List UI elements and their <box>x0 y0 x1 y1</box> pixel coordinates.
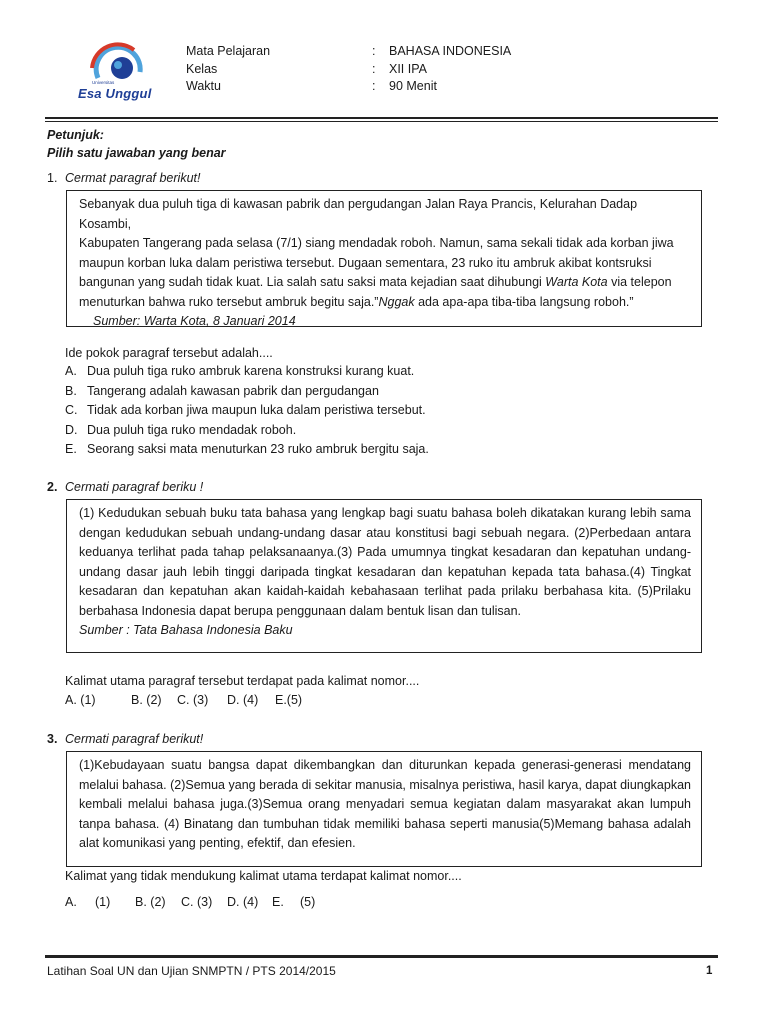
meta-colon: : <box>372 44 376 58</box>
meta-value: BAHASA INDONESIA <box>389 44 512 58</box>
option-a[interactable] <box>65 362 429 382</box>
option-text: Dua puluh tiga ruko ambruk karena konstruksi kurang kuat. <box>87 364 415 378</box>
question-2-options <box>65 693 302 707</box>
passage-text: menuturkan bahwa ruko tersebut ambruk begitu saja.” <box>79 294 379 309</box>
question-number: 1. <box>47 171 58 185</box>
logo-text: Esa Unggul <box>78 86 152 101</box>
option-d[interactable]: D. (4) <box>227 693 259 707</box>
footer-divider <box>45 955 718 958</box>
passage-line: Kabupaten Tangerang pada selasa (7/1) siang mendadak roboh. Namun, sama sekali tidak ada korban jiwa <box>79 236 674 250</box>
meta-label: Kelas <box>186 61 218 76</box>
question-1-options <box>65 362 429 460</box>
page-number: 1 <box>706 965 713 977</box>
option-d[interactable]: D. (4) <box>227 895 259 909</box>
option-letter: A. <box>65 364 77 378</box>
option-b[interactable]: B. (2) <box>131 693 162 707</box>
option-c[interactable] <box>65 401 429 421</box>
question-3-passage-box <box>66 751 702 867</box>
passage-text: (1)Kebudayaan suatu bangsa dapat dikembangkan dan diturunkan kepada generasi-generasi mendatang melalui bahasa. (2)Semua yang berada di sekitar manusia, misalnya peristiwa, hasil karya, dapat diungkapkan kembali melalui bahasa juga.(3)Semua orang menyadari semua kegiatan dalam masyarakat akan lumpuh tanpa bahasa. (4) Binatang dan tumbuhan tidak memiliki bahasa seperti manusia(5)Memang bahasa adalah alat komunikasi yang penting, efektif, dan efesien. <box>79 758 691 850</box>
passage-text: bangunan yang sudah tidak kuat. Lia salah satu saksi mata kejadian saat dihubungi <box>79 275 546 289</box>
meta-colon: : <box>372 79 376 93</box>
option-e-letter[interactable]: E. <box>272 895 284 909</box>
option-b[interactable] <box>65 382 429 402</box>
option-letter: B. <box>65 383 77 398</box>
passage-line-4 <box>79 273 691 293</box>
option-e[interactable] <box>65 440 429 460</box>
option-a-letter[interactable]: A. <box>65 895 77 909</box>
question-3-prompt: Kalimat yang tidak mendukung kalimat utama terdapat kalimat nomor.... <box>65 869 462 883</box>
passage-source: Sumber: Warta Kota, 8 Januari 2014 <box>93 314 296 328</box>
option-letter: E. <box>65 442 77 456</box>
passage-italic: Nggak <box>378 294 415 309</box>
question-number: 2. <box>47 480 58 494</box>
meta-value: 90 Menit <box>389 79 437 93</box>
passage-italic: Warta Kota <box>545 275 608 289</box>
header-divider <box>45 117 718 119</box>
passage-source: Sumber : Tata Bahasa Indonesia Baku <box>79 623 293 637</box>
option-text: Dua puluh tiga ruko mendadak roboh. <box>87 422 297 437</box>
option-d[interactable] <box>65 421 429 441</box>
option-a-value[interactable]: (1) <box>95 895 111 909</box>
question-2-passage-box <box>66 499 702 653</box>
passage-text: (1) Kedudukan sebuah buku tata bahasa yang lengkap bagi suatu bahasa boleh dikatakan kurang lebih sama dengan kedudukan sebuah undang-undang dasar atau konstitusi bagi sebuah negara. (2)Perbedaan antara keduanya terlihat pada tahap pelaksanaanya.(3) Pada umumnya tingkat kesadaran dan kepatuhan undang-undang dasar jauh lebih tinggi daripada tingkat kesadaran dan kepatuhan kepada tata bahasa.(4) Tingkat kesadaran dan kepatuhan akan kaidah-kaidah kebahasaan terlihat pada prilaku berbahasa kita. (5)Prilaku berbahasa Indonesia dapat berupa penggunaan dalam bentuk lisan dan tulisan. <box>79 506 691 618</box>
option-text: Seorang saksi mata menuturkan 23 ruko ambruk bergitu saja. <box>87 442 429 456</box>
option-letter: D. <box>65 422 78 437</box>
instructions-title: Petunjuk: <box>47 128 104 142</box>
question-heading-text: Cermati paragraf beriku ! <box>65 480 204 494</box>
option-c[interactable]: C. (3) <box>181 895 213 909</box>
meta-value: XII IPA <box>389 61 427 76</box>
passage-line: maupun korban luka dalam peristiwa tersebut. Dugaan sementara, 23 ruko itu ambruk akibat kontsruksi <box>79 255 652 270</box>
question-3-heading <box>47 732 203 746</box>
question-1-prompt: Ide pokok paragraf tersebut adalah.... <box>65 346 273 360</box>
option-c[interactable]: C. (3) <box>177 693 209 707</box>
footer-text: Latihan Soal UN dan Ujian SNMPTN / PTS 2014/2015 <box>47 964 336 978</box>
question-1-passage-box <box>66 190 702 327</box>
option-letter: C. <box>65 403 78 417</box>
passage-line-5 <box>79 293 691 313</box>
passage-text: via telepon <box>607 275 672 289</box>
question-2-heading <box>47 480 203 494</box>
option-e[interactable]: E.(5) <box>275 693 303 707</box>
option-b[interactable]: B. (2) <box>135 895 166 909</box>
logo-subtext: Universitas <box>92 80 115 85</box>
question-3-options <box>65 895 315 909</box>
meta-label: Waktu <box>186 79 221 93</box>
option-e-value[interactable]: (5) <box>300 895 316 909</box>
meta-colon: : <box>372 61 376 76</box>
meta-label: Mata Pelajaran <box>186 44 271 58</box>
question-heading-text: Cermat paragraf berikut! <box>65 171 201 185</box>
passage-line: Sebanyak dua puluh tiga di kawasan pabrik dan pergudangan Jalan Raya Prancis, Kelurahan Dadap Kosambi, <box>79 197 638 231</box>
option-a[interactable]: A. (1) <box>65 693 96 707</box>
option-text: Tangerang adalah kawasan pabrik dan pergudangan <box>87 383 379 398</box>
header-divider-thin <box>45 121 718 122</box>
option-text: Tidak ada korban jiwa maupun luka dalam peristiwa tersebut. <box>87 403 426 417</box>
question-1-heading <box>47 171 200 185</box>
question-2-prompt: Kalimat utama paragraf tersebut terdapat pada kalimat nomor.... <box>65 674 420 688</box>
passage-text: ada apa-apa tiba-tiba langsung roboh.” <box>414 294 634 309</box>
question-number: 3. <box>47 732 58 746</box>
question-heading-text: Cermati paragraf berikut! <box>65 732 204 746</box>
instructions-text: Pilih satu jawaban yang benar <box>47 146 226 160</box>
